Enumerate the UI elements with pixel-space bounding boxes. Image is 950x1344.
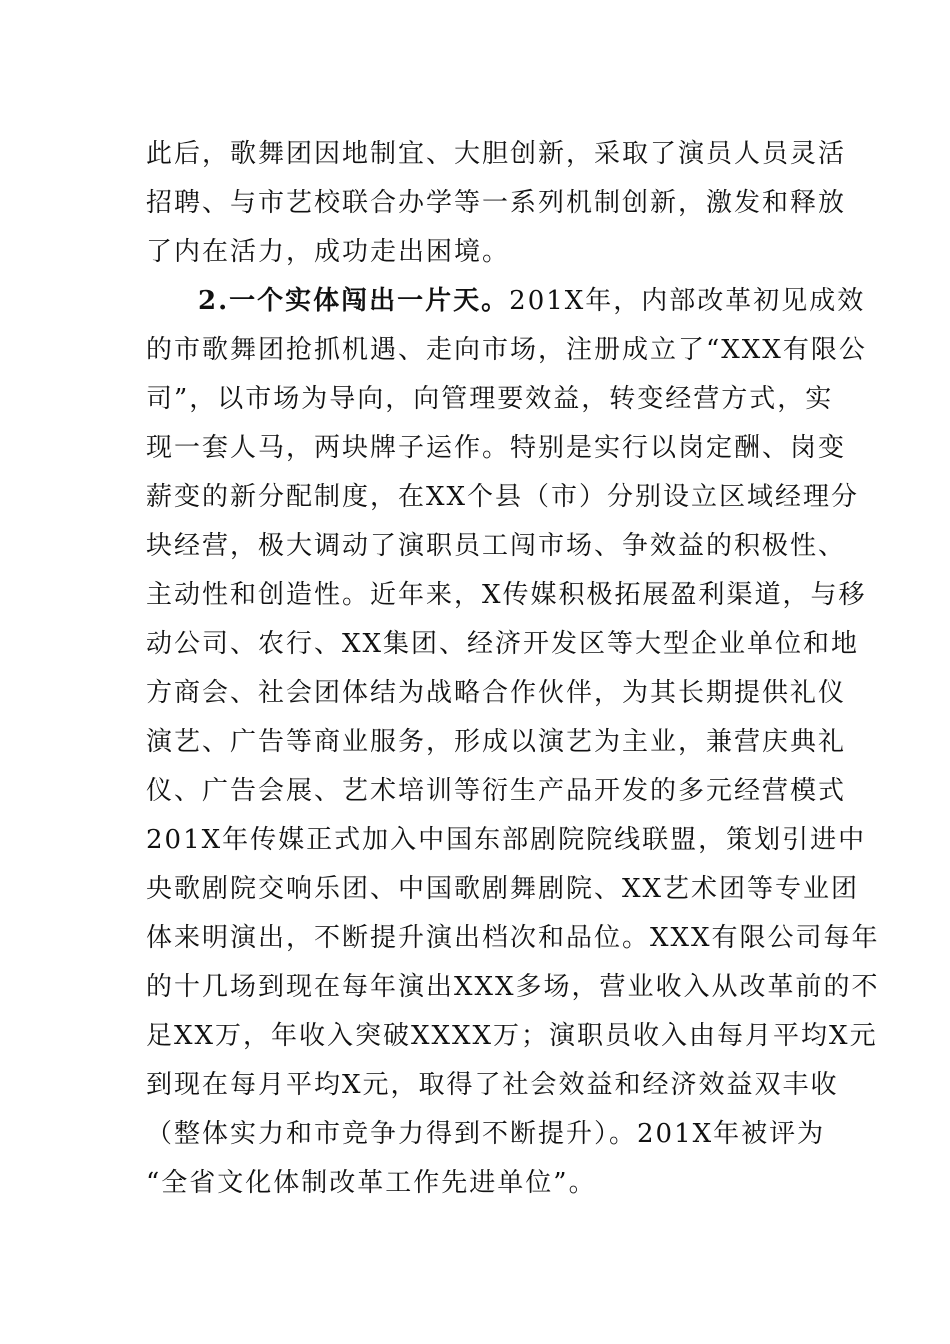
text-line: 201X年传媒正式加入中国东部剧院院线联盟，策划引进中 [146, 825, 867, 855]
text-line: 体来明演出，不断提升演出档次和品位。XXX有限公司每年 [146, 923, 880, 953]
text-run: 201X年，内部改革初见成效 [509, 286, 866, 316]
text-line: 的十几场到现在每年演出XXX多场，营业收入从改革前的不 [146, 972, 880, 1002]
text-line: 薪变的新分配制度，在XX个县（市）分别设立区域经理分 [146, 482, 860, 512]
text-line: 足XX万，年收入突破XXXX万；演职员收入由每月平均X元 [146, 1021, 878, 1051]
paragraph-first-line [146, 277, 866, 326]
text-line: 的市歌舞团抢抓机遇、走向市场，注册成立了“XXX有限公 [146, 335, 867, 365]
text-line: 此后，歌舞团因地制宜、大胆创新，采取了演员人员灵活 [146, 139, 847, 169]
text-line: 动公司、农行、XX集团、经济开发区等大型企业单位和地 [146, 629, 860, 659]
text-line: 主动性和创造性。近年来，X传媒积极拓展盈利渠道，与移 [146, 580, 867, 610]
text-line: 了内在活力，成功走出困境。 [146, 237, 511, 267]
text-line: 块经营，极大调动了演职员工闯市场、争效益的积极性、 [146, 531, 847, 561]
text-line: 到现在每月平均X元，取得了社会效益和经济效益双丰收 [146, 1070, 839, 1100]
text-line: 央歌剧院交响乐团、中国歌剧舞剧院、XX艺术团等专业团 [146, 874, 860, 904]
text-line: 现一套人马，两块牌子运作。特别是实行以岗定酬、岗变 [146, 433, 847, 463]
text-line: 司”，以市场为导向，向管理要效益，转变经营方式，实 [146, 384, 834, 414]
text-line: 招聘、与市艺校联合办学等一系列机制创新，激发和释放 [146, 188, 847, 218]
section-heading: 2.一个实体闯出一片天。 [198, 286, 510, 316]
document-body [146, 130, 880, 1208]
text-line: 演艺、广告等商业服务，形成以演艺为主业，兼营庆典礼 [146, 727, 847, 757]
text-line: （整体实力和市竞争力得到不断提升）。201X年被评为 [146, 1119, 826, 1149]
text-line: 仪、广告会展、艺术培训等衍生产品开发的多元经营模式 [146, 776, 847, 806]
text-line: “全省文化体制改革工作先进单位”。 [146, 1168, 597, 1198]
text-line: 方商会、社会团体结为战略合作伙伴，为其长期提供礼仪 [146, 678, 847, 708]
